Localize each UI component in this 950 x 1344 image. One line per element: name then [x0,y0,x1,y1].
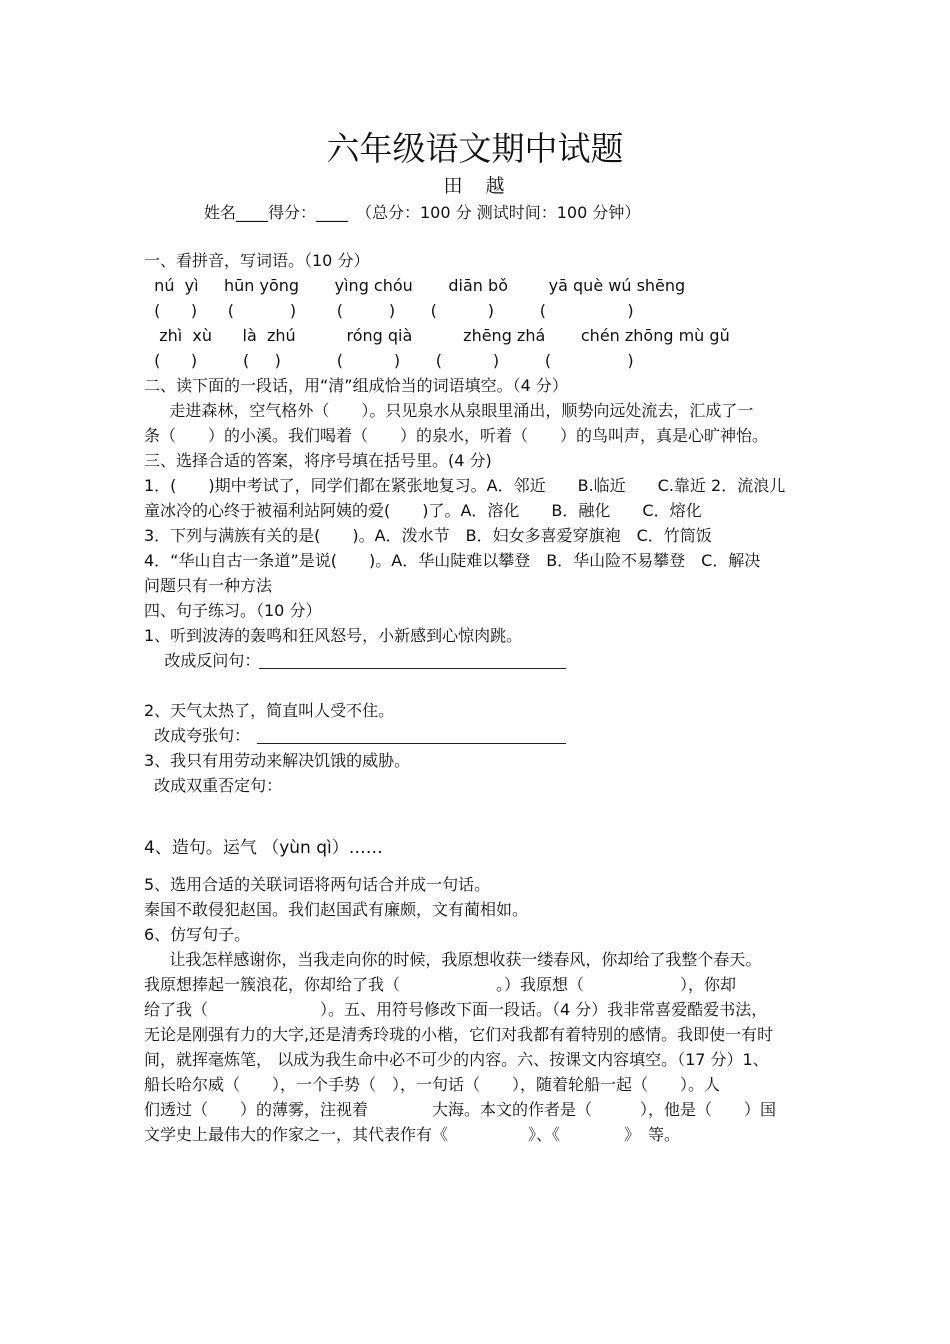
imitation-paragraph-line-5: 间，就挥毫炼笔， 以成为我生命中必不可少的内容。六、按课文内容填空。（17 分）1、 [144,1050,769,1069]
question-3-4-continued: 问题只有一种方法 [144,576,273,595]
answer-line-2[interactable] [257,743,566,744]
exam-info-line: 姓名____得分：____ （总分：100 分 测试时间：100 分钟） [204,203,641,222]
answer-brackets-row-1: ( ) ( ) ( ) ( ) ( ) [144,301,634,320]
imitation-paragraph-line-4: 无论是刚强有力的大字,还是清秀玲珑的小楷，它们对我都有着特别的感情。我即使一有时 [144,1025,774,1044]
imitation-paragraph-line-7: 们透过（ ）的薄雾，注视着 大海。本文的作者是（ ），他是（ ）国 [144,1100,777,1119]
section-1-heading: 一、看拼音，写词语。（10 分） [144,251,370,270]
sentence-6: 6、仿写句子。 [144,925,251,944]
section-3-heading: 三、选择合适的答案，将序号填在括号里。(4 分) [144,451,492,470]
imitation-paragraph-line-6: 船长哈尔威（ ），一个手势（ ），一句话（ ），随着轮船一起（ ）。人 [144,1075,721,1094]
sentence-1: 1、听到波涛的轰鸣和狂风怒号，小新感到心惊肉跳。 [144,626,523,645]
sentence-2: 2、天气太热了，简直叫人受不住。 [144,701,395,720]
question-3-4: 4．“华山自古一条道”是说( )。A．华山陡难以攀登 B．华山险不易攀登 C．解决 [144,551,761,570]
section-2-paragraph-line-1: 走进森林，空气格外（ ）。只见泉水从泉眼里涌出，顺势向远处流去，汇成了一 [144,401,754,420]
imitation-paragraph-line-3: 给了我（ ）。五、用符号修改下面一段话。（4 分）我非常喜爱酷爱书法， [144,1000,768,1019]
exaggeration-label: 改成夸张句： [144,726,251,745]
question-3-3: 3．下列与满族有关的是( )。A．泼水节 B．妇女多喜爱穿旗袍 C．竹筒饭 [144,526,712,545]
double-negative-label: 改成双重否定句： [144,776,283,795]
sentence-5-material: 秦国不敢侵犯赵国。我们赵国武有廉颇，文有蔺相如。 [144,900,529,919]
sentence-5: 5、选用合适的关联词语将两句话合并成一句话。 [144,875,491,894]
section-4-heading: 四、句子练习。（10 分） [144,601,322,620]
imitation-paragraph-line-2: 我原想捧起一簇浪花，你却给了我（ 。）我原想（ ），你却 [144,975,737,994]
page-title: 六年级语文期中试题 [326,129,624,168]
question-3-2: 童冰冷的心终于被福利站阿姨的爱( )了。A．溶化 B．融化 C．熔化 [144,501,702,520]
pinyin-row-2: zhì xù là zhú róng qià zhēng zhá chén zhōng mù gǔ [144,326,730,345]
pinyin-row-1: nú yì hūn yōng yìng chóu diān bǒ yā què wú shēng [144,276,686,295]
rhetorical-question-label: 改成反问句： [144,651,261,670]
question-3-1: 1．( )期中考试了，同学们都在紧张地复习。A．邻近 B.临近 C.靠近 2．流浪儿 [144,476,786,495]
author-name: 田 越 [443,175,507,197]
sentence-3: 3、我只有用劳动来解决饥饿的威胁。 [144,751,411,770]
sentence-4-make-sentence: 4、造句。运气 （yùn qì）…… [144,838,383,858]
imitation-paragraph-line-8: 文学史上最伟大的作家之一，其代表作有《 》、《 》 等。 [144,1125,681,1144]
imitation-paragraph-line-1: 让我怎样感谢你，当我走向你的时候，我原想收获一缕春风，你却给了我整个春天。 [144,950,762,969]
answer-line-1[interactable] [259,668,566,669]
section-2-paragraph-line-2: 条（ ）的小溪。我们喝着（ ）的泉水，听着（ ）的鸟叫声，真是心旷神怡。 [144,426,769,445]
section-2-heading: 二、读下面的一段话，用“清”组成恰当的词语填空。（4 分） [144,376,568,395]
answer-brackets-row-2: ( ) ( ) ( ) ( ) ( ) [144,351,634,370]
